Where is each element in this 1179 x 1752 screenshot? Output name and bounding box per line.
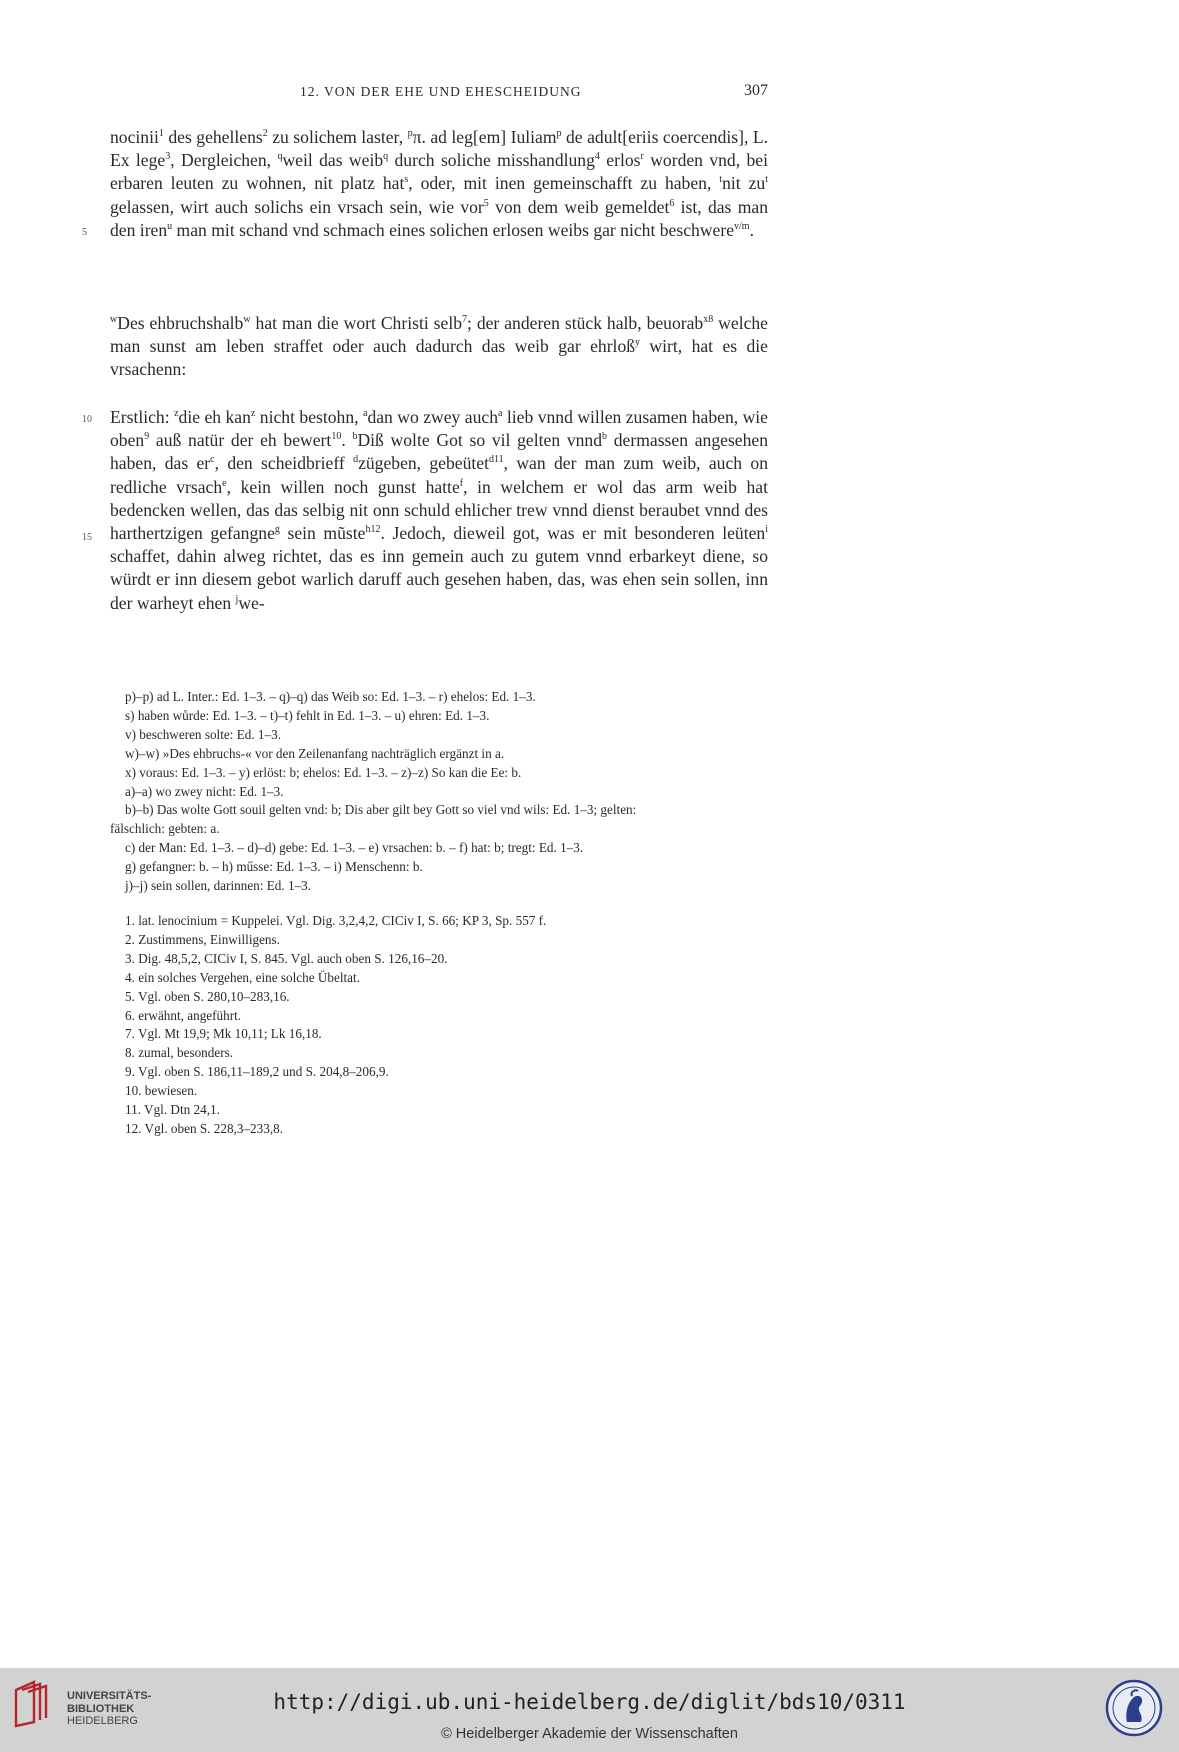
paragraph-2: $^w$Des ehbruchshalb$^w$ hat man die wort Christi selb$^7$; der anderen stück halb, beuorab$^{x8}$ welche man sunst am leben straffet oder auch dadurch das weib gar ehrloß$^y$ wirt, hat es die vrsachenn: — [110, 313, 768, 380]
commentary-note: 4. ein solches Vergehen, eine solche Übeltat. — [125, 969, 360, 985]
apparatus-line: a)–a) wo zwey nicht: Ed. 1–3. — [125, 783, 284, 799]
chapter-title: 12. VON DER EHE UND EHESCHEIDUNG — [300, 84, 582, 99]
commentary-note: 1. lat. lenocinium = Kuppelei. Vgl. Dig. 3,2,4,2, CICiv I, S. 66; KP 3, Sp. 557 f. — [125, 912, 547, 928]
page-number: 307 — [744, 82, 768, 99]
apparatus-line: s) haben wůrde: Ed. 1–3. – t)–t) fehlt in Ed. 1–3. – u) ehren: Ed. 1–3. — [125, 707, 490, 723]
apparatus-line: p)–p) ad L. Inter.: Ed. 1–3. – q)–q) das Weib so: Ed. 1–3. – r) ehelos: Ed. 1–3. — [125, 689, 536, 704]
commentary-note: 6. erwähnt, angeführt. — [125, 1007, 242, 1023]
commentary-note: 3. Dig. 48,5,2, CICiv I, S. 845. Vgl. auch oben S. 126,16–20. — [125, 950, 448, 966]
commentary-note: 5. Vgl. oben S. 280,10–283,16. — [125, 988, 290, 1004]
paragraph-1: nocinii$^1$ des gehellens$^2$ zu solichem laster, $^p$π. ad leg[em] Iuliam$^p$ de adult[eriis coercendis], L. Ex lege$^3$, Dergleichen, $^q$weil das weib$^q$ durch soliche misshandlung$^4$ erlos$^r$ worden vnd, bei erbaren leuten zu wohnen, nit platz hat$^s$, oder, mit inen gemeinschafft zu haben, $^t$nit $zu^t$ gelassen, wirt auch solichs ein vrsach sein, wie vor$^5$ von dem weib gemeldet$^6$ ist, das man den iren$^u$ man mit schand vnd schmach eines solichen erlosen weibs gar nicht beschwere$^{v/m}$. — [110, 127, 768, 240]
line-number-5: 5 — [82, 227, 87, 238]
commentary-note: 11. Vgl. Dtn 24,1. — [125, 1102, 220, 1118]
apparatus-line: fälschlich: gebten: a. — [110, 821, 220, 837]
apparatus-line: x) voraus: Ed. 1–3. – y) erlöst: b; ehelos: Ed. 1–3. – z)–z) So kan die Ee: b. — [125, 764, 522, 780]
line-number-15: 15 — [82, 532, 92, 543]
academy-seal-icon — [1105, 1678, 1163, 1738]
apparatus-line: b)–b) Das wolte Gott souil gelten vnd: b; Dis aber gilt bey Gott so viel vnd wils: Ed. 1–3; gelten: — [125, 802, 637, 818]
copyright-text: © Heidelberger Akademie der Wissenschaften — [441, 1726, 738, 1742]
commentary-note: 12. Vgl. oben S. 228,3–233,8. — [125, 1120, 284, 1136]
apparatus-notes — [110, 688, 768, 1139]
commentary-note: 10. bewiesen. — [125, 1083, 198, 1099]
apparatus-line: v) beschweren solte: Ed. 1–3. — [125, 726, 282, 742]
footer-bar — [0, 1668, 1179, 1752]
library-logo-text: UNIVERSITÄTS- BIBLIOTHEK HEIDELBERG — [67, 1690, 152, 1727]
apparatus-line: c) der Man: Ed. 1–3. – d)–d) gebe: Ed. 1–3. – e) vrsachen: b. – f) hat: b; tregt: Ed. 1–3. — [125, 840, 584, 856]
apparatus-line: j)–j) sein sollen, darinnen: Ed. 1–3. — [125, 878, 312, 894]
source-url-link[interactable]: http://digi.ub.uni-heidelberg.de/diglit/bds10/0311 — [273, 1690, 906, 1714]
commentary-note: 2. Zustimmens, Einwilligens. — [125, 931, 280, 947]
commentary-note: 8. zumal, besonders. — [125, 1045, 234, 1061]
paragraph-3: Erstlich: $^z$die eh kan$^z$ nicht bestohn, $^a$dan wo zwey auch$^a$ lieb vnnd willen zusamen haben, wie oben$^9$ auß natür der eh bewert$^{10}$. $^b$Diß wolte Got so vil gelten vnnd$^b$ dermassen angesehen haben, das $er^c$, den scheidbrieff $^d$zügeben, gebeütet$^{d11}$, wan der man zum weib, auch on redliche vrsach$^e$, kein willen noch gunst hatte$^f$, in welchem er wol das arm weib hat bedencken wellen, das das selbig nit onn schuld ehlicher trew vnnd dienst beraubet vnnd des harthertzigen gefangne$^g$ sein mũste$^{h12}$. Jedoch, dieweil got, was er mit besonderen leüten$^i$ schaffet, dahin alweg richtet, das es inn gemein auch zu gutem vnnd erbarkeyt diene, so würdt er inn diesem gebot warlich daruff auch gesehen haben, das, was ehen sein sollen, inn der warheyt ehen $^j$we- — [110, 407, 769, 613]
line-number-10: 10 — [82, 414, 92, 425]
apparatus-line: w)–w) »Des ehbruchs-« vor den Zeilenanfang nachträglich ergänzt in a. — [125, 745, 505, 761]
running-head — [110, 82, 768, 106]
commentary-note: 7. Vgl. Mt 19,9; Mk 10,11; Lk 16,18. — [125, 1026, 322, 1042]
commentary-note: 9. Vgl. oben S. 186,11–189,2 und S. 204,8–206,9. — [125, 1064, 389, 1080]
apparatus-line: g) gefangner: b. – h) műsse: Ed. 1–3. – i) Menschenn: b. — [125, 859, 423, 875]
